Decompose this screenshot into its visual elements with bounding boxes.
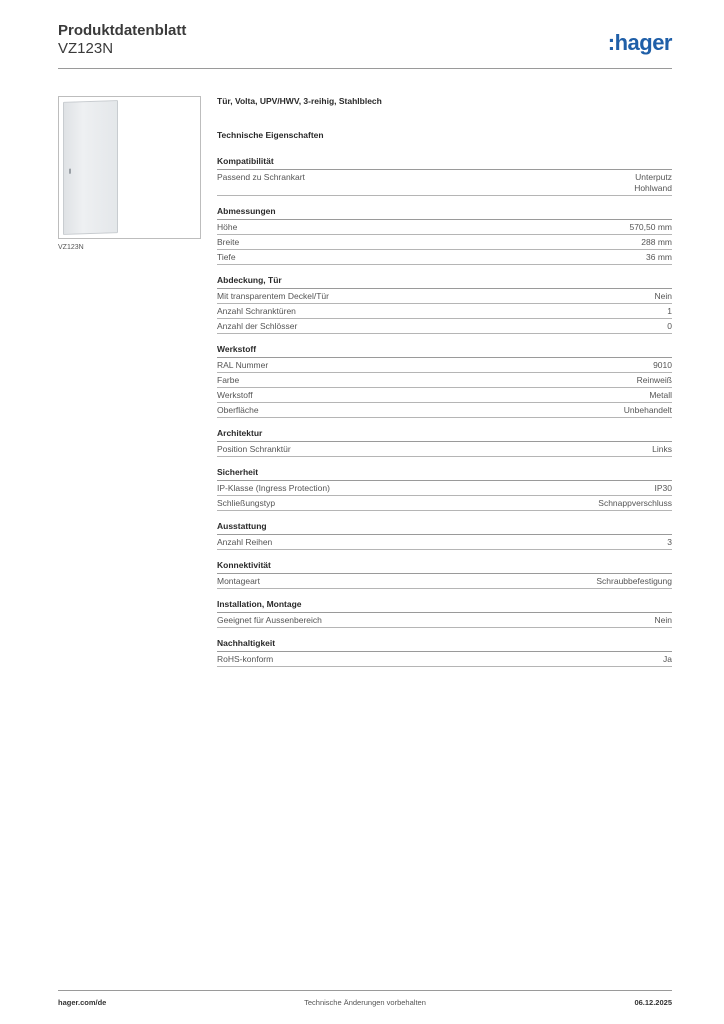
spec-row xyxy=(217,442,672,457)
section-title: Abmessungen xyxy=(217,206,672,220)
spec-label: Mit transparentem Deckel/Tür xyxy=(217,291,329,301)
spec-value: Unbehandelt xyxy=(623,405,672,415)
page-header xyxy=(58,22,672,58)
section-title: Architektur xyxy=(217,428,672,442)
spec-row xyxy=(217,170,672,196)
spec-value: Nein xyxy=(654,615,672,625)
spec-value: Unterputz Hohlwand xyxy=(634,172,672,193)
spec-section xyxy=(217,156,672,196)
spec-label: Montageart xyxy=(217,576,260,586)
spec-value: Schraubbefestigung xyxy=(596,576,672,586)
spec-label: Schließungstyp xyxy=(217,498,276,508)
footer-date: 06.12.2025 xyxy=(634,998,672,1007)
spec-value: 1 xyxy=(667,306,672,316)
spec-value: Links xyxy=(652,444,672,454)
spec-label: Tiefe xyxy=(217,252,236,262)
spec-section xyxy=(217,206,672,265)
section-title: Kompatibilität xyxy=(217,156,672,170)
spec-value: 36 mm xyxy=(646,252,672,262)
spec-sections xyxy=(217,156,672,667)
section-title: Nachhaltigkeit xyxy=(217,638,672,652)
spec-value: 570,50 mm xyxy=(629,222,672,232)
section-title: Abdeckung, Tür xyxy=(217,275,672,289)
spec-label: RoHS-konform xyxy=(217,654,274,664)
spec-label: Anzahl Schranktüren xyxy=(217,306,296,316)
spec-value: 288 mm xyxy=(641,237,672,247)
section-title: Sicherheit xyxy=(217,467,672,481)
spec-row xyxy=(217,574,672,589)
spec-row xyxy=(217,496,672,511)
spec-label: Position Schranktür xyxy=(217,444,291,454)
product-code: VZ123N xyxy=(58,40,114,57)
spec-row xyxy=(217,235,672,250)
spec-section xyxy=(217,599,672,628)
hager-logo: :hager xyxy=(607,30,672,55)
spec-section xyxy=(217,275,672,334)
spec-value: Nein xyxy=(654,291,672,301)
spec-label: Höhe xyxy=(217,222,238,232)
document-title: Produktdatenblatt xyxy=(58,22,187,39)
spec-row xyxy=(217,481,672,496)
product-image xyxy=(58,96,201,239)
spec-row xyxy=(217,388,672,403)
spec-section xyxy=(217,428,672,457)
spec-label: Anzahl Reihen xyxy=(217,537,273,547)
spec-label: Werkstoff xyxy=(217,390,253,400)
spec-value: 9010 xyxy=(653,360,672,370)
footer-divider xyxy=(58,990,672,991)
spec-section xyxy=(217,638,672,667)
spec-value: 3 xyxy=(667,537,672,547)
spec-content xyxy=(217,96,672,677)
product-description: Tür, Volta, UPV/HWV, 3-reihig, Stahlblech xyxy=(217,96,382,106)
spec-row xyxy=(217,289,672,304)
spec-label: Passend zu Schrankart xyxy=(217,172,305,182)
spec-row xyxy=(217,373,672,388)
section-title: Werkstoff xyxy=(217,344,672,358)
spec-row xyxy=(217,535,672,550)
spec-row xyxy=(217,220,672,235)
spec-label: Geeignet für Aussenbereich xyxy=(217,615,322,625)
spec-value: Schnappverschluss xyxy=(598,498,672,508)
spec-label: IP-Klasse (Ingress Protection) xyxy=(217,483,330,493)
header-divider xyxy=(58,68,672,69)
spec-row xyxy=(217,358,672,373)
section-title: Konnektivität xyxy=(217,560,672,574)
spec-row xyxy=(217,403,672,418)
spec-label: Anzahl der Schlösser xyxy=(217,321,298,331)
footer-disclaimer: Technische Änderungen vorbehalten xyxy=(304,998,426,1007)
section-title: Ausstattung xyxy=(217,521,672,535)
footer-website[interactable]: hager.com/de xyxy=(58,998,107,1007)
spec-value: Ja xyxy=(663,654,672,664)
spec-value: IP30 xyxy=(654,483,672,493)
spec-section xyxy=(217,560,672,589)
spec-row xyxy=(217,319,672,334)
spec-row xyxy=(217,613,672,628)
spec-section xyxy=(217,467,672,511)
tech-properties-heading: Technische Eigenschaften xyxy=(217,130,324,140)
door-illustration xyxy=(63,100,118,235)
image-caption: VZ123N xyxy=(58,244,84,251)
spec-label: Breite xyxy=(217,237,240,247)
spec-section xyxy=(217,521,672,550)
spec-label: RAL Nummer xyxy=(217,360,269,370)
spec-row xyxy=(217,250,672,265)
door-handle-icon xyxy=(69,169,71,174)
spec-row xyxy=(217,304,672,319)
spec-value: Metall xyxy=(649,390,672,400)
spec-section xyxy=(217,344,672,418)
section-title: Installation, Montage xyxy=(217,599,672,613)
spec-value: 0 xyxy=(667,321,672,331)
spec-value: Reinweiß xyxy=(636,375,672,385)
spec-row xyxy=(217,652,672,667)
spec-label: Farbe xyxy=(217,375,240,385)
spec-label: Oberfläche xyxy=(217,405,259,415)
